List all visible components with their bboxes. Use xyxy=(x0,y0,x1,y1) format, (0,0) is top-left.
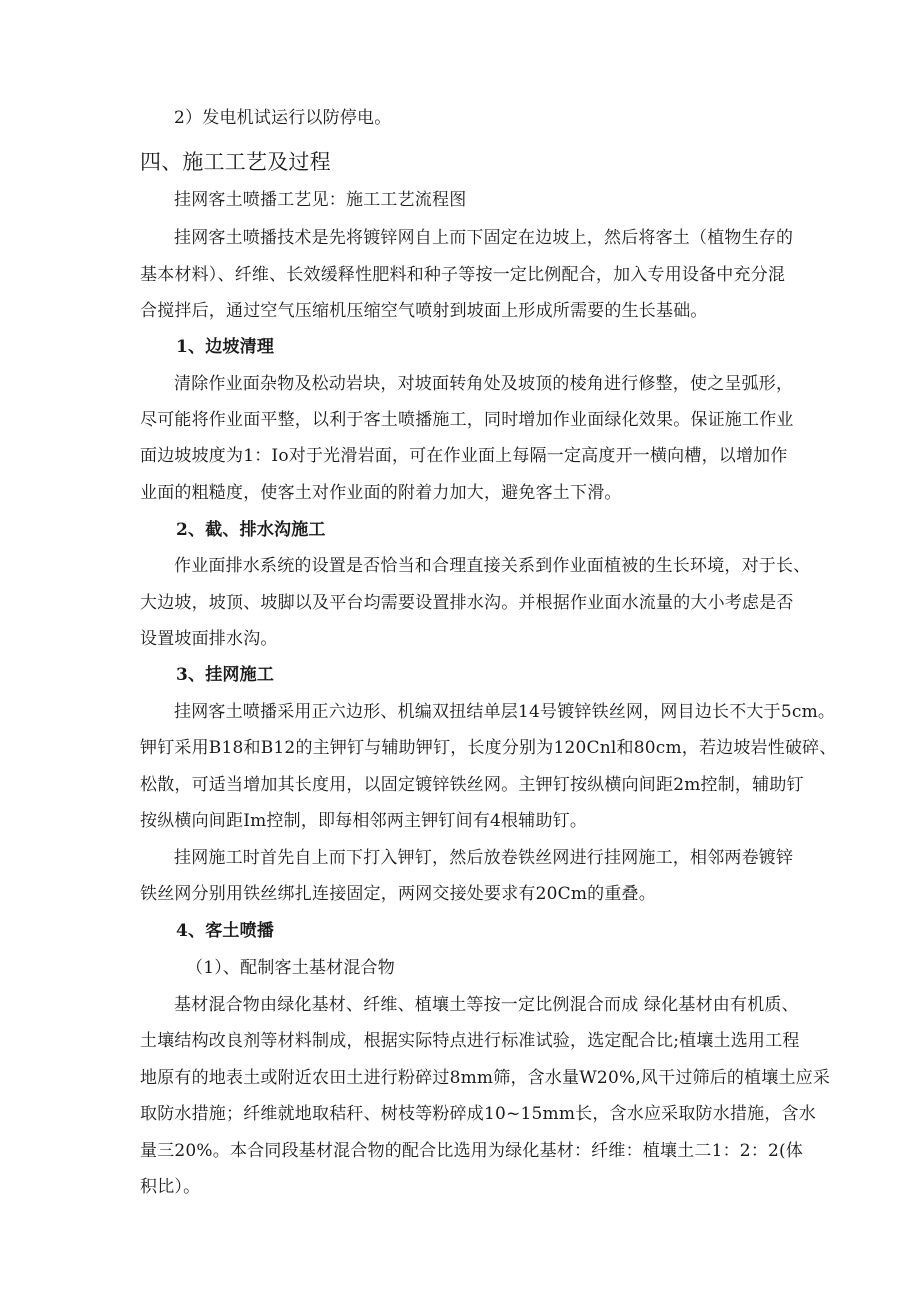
paragraph-line: 合搅拌后，通过空气压缩机压缩空气喷射到坡面上形成所需要的生长基础。 xyxy=(140,301,708,321)
subsection-heading: 2、截、排水沟施工 xyxy=(176,520,326,540)
paragraph-line: 铁丝网分别用铁丝绑扎连接固定，两网交接处要求有20Cm的重叠。 xyxy=(140,884,656,904)
subsection-heading: 1、边坡清理 xyxy=(176,337,275,357)
subsection-heading: 3、挂网施工 xyxy=(176,665,275,685)
paragraph-line: 设置坡面排水沟。 xyxy=(140,629,278,649)
paragraph-line: 挂网客土喷播采用正六边形、机编双扭结单层14号镀锌铁丝网，网目边长不大于5cm。 xyxy=(174,702,836,722)
paragraph-line: 挂网客土喷播工艺见：施工工艺流程图 xyxy=(174,190,467,210)
paragraph-line: 基本材料）、纤维、长效缓释性肥料和种子等按一定比例配合，加入专用设备中充分混 xyxy=(140,265,786,285)
sub-item-heading: （1）、配制客土基材混合物 xyxy=(186,958,395,978)
section-heading: 四、施工工艺及过程 xyxy=(140,150,331,174)
paragraph-line: 松散，可适当增加其长度用，以固定镀锌铁丝网。主钾钉按纵横向间距2m控制，辅助钉 xyxy=(140,775,804,795)
item-generator-test: 2）发电机试运行以防停电。 xyxy=(174,108,392,128)
paragraph-line: 挂网施工时首先自上而下打入钾钉，然后放卷铁丝网进行挂网施工，相邻两卷镀锌 xyxy=(174,848,794,868)
paragraph-line: 取防水措施；纤维就地取秸秆、树枝等粉碎成10~15mm长，含水应采取防水措施，含水 xyxy=(140,1104,816,1124)
paragraph-line: 地原有的地表土或附近农田土进行粉碎过8mm筛，含水量W20%,风干过筛后的植壤土应采 xyxy=(140,1068,831,1088)
paragraph-line: 量三20%。本合同段基材混合物的配合比选用为绿化基材：纤维：植壤土二1：2：2(体 xyxy=(140,1141,804,1161)
paragraph-line: 挂网客土喷播技术是先将镀锌网自上而下固定在边坡上，然后将客土（植物生存的 xyxy=(174,228,794,248)
paragraph-line: 作业面排水系统的设置是否恰当和合理直接关系到作业面植被的生长环境，对于长、 xyxy=(174,556,811,576)
paragraph-line: 面边坡坡度为1：Io对于光滑岩面，可在作业面上每隔一定高度开一横向槽，以增加作 xyxy=(140,446,788,466)
paragraph-line: 土壤结构改良剂等材料制成，根据实际特点进行标准试验，选定配合比;植壤土选用工程 xyxy=(140,1031,800,1051)
paragraph-line: 钾钉采用B18和B12的主钾钉与辅助钾钉，长度分别为120Cnl和80cm，若边坡岩性破碎、 xyxy=(140,738,837,758)
paragraph-line: 业面的粗糙度，使客土对作业面的附着力加大，避免客土下滑。 xyxy=(140,483,622,503)
subsection-heading: 4、客土喷播 xyxy=(176,921,275,941)
paragraph-line: 积比）。 xyxy=(140,1177,201,1197)
paragraph-line: 尽可能将作业面平整，以利于客土喷播施工，同时增加作业面绿化效果。保证施工作业 xyxy=(140,410,794,430)
paragraph-line: 清除作业面杂物及松动岩块，对坡面转角处及坡顶的棱角进行修整，使之呈弧形， xyxy=(174,374,794,394)
paragraph-line: 大边坡，坡顶、坡脚以及平台均需要设置排水沟。并根据作业面水流量的大小考虑是否 xyxy=(140,593,794,613)
paragraph-line: 基材混合物由绿化基材、纤维、植壤土等按一定比例混合而成 绿化基材由有机质、 xyxy=(174,995,799,1015)
paragraph-line: 按纵横向间距Im控制，即每相邻两主钾钉间有4根辅助钉。 xyxy=(140,811,588,831)
